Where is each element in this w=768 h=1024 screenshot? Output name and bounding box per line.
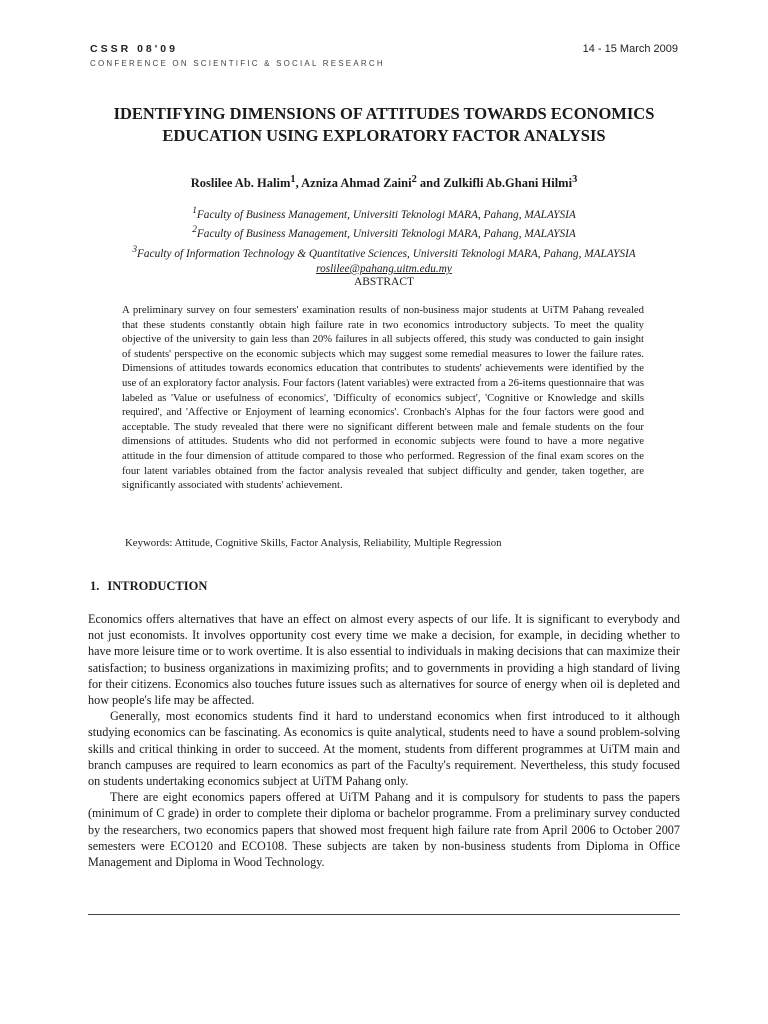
introduction-body [88, 611, 680, 870]
abstract-text: A preliminary survey on four semesters' examination results of non-business major students at UiTM Pahang revealed that these students constantly obtain high failure rate in two economics introductory subjects. To meet the quality objective of the university to gain less than 20% failures in all subjects offered, this study was conducted to gain insight of students' perspective on the economic subjects which may suggest some remedial measures to lower the failure rates. Dimensions of attitudes towards economics education that contributes to students' achievements were identified by the use of an exploratory factor analysis. Four factors (latent variables) were extracted from a 26-items questionnaire that was labeled as 'Value or usefulness of economics', 'Difficulty of economics subject', 'Cognitive or Knowledge and skills required', and 'Affective or Enjoyment of learning economics'. Cronbach's Alphas for the four factors were good and acceptable. The study revealed that there were no significant different between male and female students on the four dimensions of attitudes. Students who did not performed in economic subjects were found to have a more negative attitude in the four dimension of attitude compared to those who performed. Regression of the final exam scores on the four latent variables obtained from the factor analysis revealed that subject difficulty and gender, taken together, are significantly associated with students' achievement. [122, 304, 644, 492]
affiliation-text: Faculty of Information Technology & Quantitative Sciences, Universiti Teknologi MARA, Pahang, MALAYSIA [137, 247, 636, 260]
abstract-heading: ABSTRACT [353, 276, 415, 288]
affiliation-line [70, 243, 698, 262]
affiliation-line [70, 223, 698, 242]
author-email-link[interactable]: roslilee@pahang.uitm.edu.my [316, 262, 452, 275]
footer-divider [88, 914, 680, 915]
section-title: INTRODUCTION [107, 579, 208, 593]
conference-code: CSSR 08'09 [90, 43, 178, 55]
body-paragraph: Generally, most economics students find it hard to understand economics when first introduced to it although studying economics can be fascinating. As economics is quite analytical, students need to have a sound problem-solving skills and critical thinking in order to succeed. At the moment, students from different programmes at UiTM main and branch campuses are required to learn economics as part of the Faculty's requirement. Nevertheless, this study focused on students undertaking economics subject at UiTM Pahang only. [88, 709, 680, 789]
author-name: Azniza Ahmad Zaini [301, 176, 412, 191]
author-name: Zulkifli Ab.Ghani Hilmi [443, 176, 573, 191]
affiliation-line [70, 204, 698, 223]
affiliation-superscript: 2 [192, 225, 197, 236]
conference-name: CONFERENCE ON SCIENTIFIC & SOCIAL RESEARCH [90, 59, 385, 68]
body-paragraph: There are eight economics papers offered at UiTM Pahang and it is compulsory for students to pass the papers (minimum of C grade) in order to complete their diploma or bachelor programme. From a preliminary survey conducted by the researchers, two economics papers that showed most frequent high failure rate from April 2006 to October 2007 semesters were ECO120 and ECO108. These subjects are taken by non-business students from Diploma in Office Management and Diploma in Wood Technology. [88, 790, 680, 870]
author-name: Roslilee Ab. Halim [190, 176, 291, 191]
author-superscript: 3 [572, 174, 578, 185]
affiliation-superscript: 3 [132, 244, 138, 255]
author-superscript: 1 [290, 174, 296, 185]
paper-title: IDENTIFYING DIMENSIONS OF ATTITUDES TOWARDS ECONOMICS EDUCATION USING EXPLORATORY FACTOR ANALYSIS [113, 104, 655, 145]
section-number: 1. [90, 579, 100, 593]
author-separator: , [295, 176, 302, 191]
author-superscript: 2 [411, 174, 417, 185]
affiliation-block [70, 204, 698, 277]
conference-date: 14 - 15 March 2009 [582, 43, 678, 55]
affiliation-text: Faculty of Business Management, Universiti Teknologi MARA, Pahang, MALAYSIA [196, 228, 576, 241]
section-heading [90, 579, 207, 594]
author-list [70, 174, 698, 191]
conference-header [90, 43, 385, 68]
affiliation-text: Faculty of Business Management, Universiti Teknologi MARA, Pahang, MALAYSIA [196, 208, 576, 221]
affiliation-superscript: 1 [192, 206, 197, 216]
body-paragraph: Economics offers alternatives that have an effect on almost every aspects of our life. It is significant to everybody and not just economists. It involves opportunity cost every time we make a decision, for example, in deciding whether to have more leisure time or to work overtime. It is also essential to individuals in making decisions that can maximize their satisfaction; to business organizations in maximizing profits; and to governments in providing a high standard of living for their citizens. Economics also touches future issues such as alternatives for source of energy when oil is depleted and how people's life may be affected. [88, 612, 680, 708]
keywords-line: Keywords: Attitude, Cognitive Skills, Factor Analysis, Reliability, Multiple Regression [125, 537, 502, 549]
author-separator: and [416, 176, 444, 191]
